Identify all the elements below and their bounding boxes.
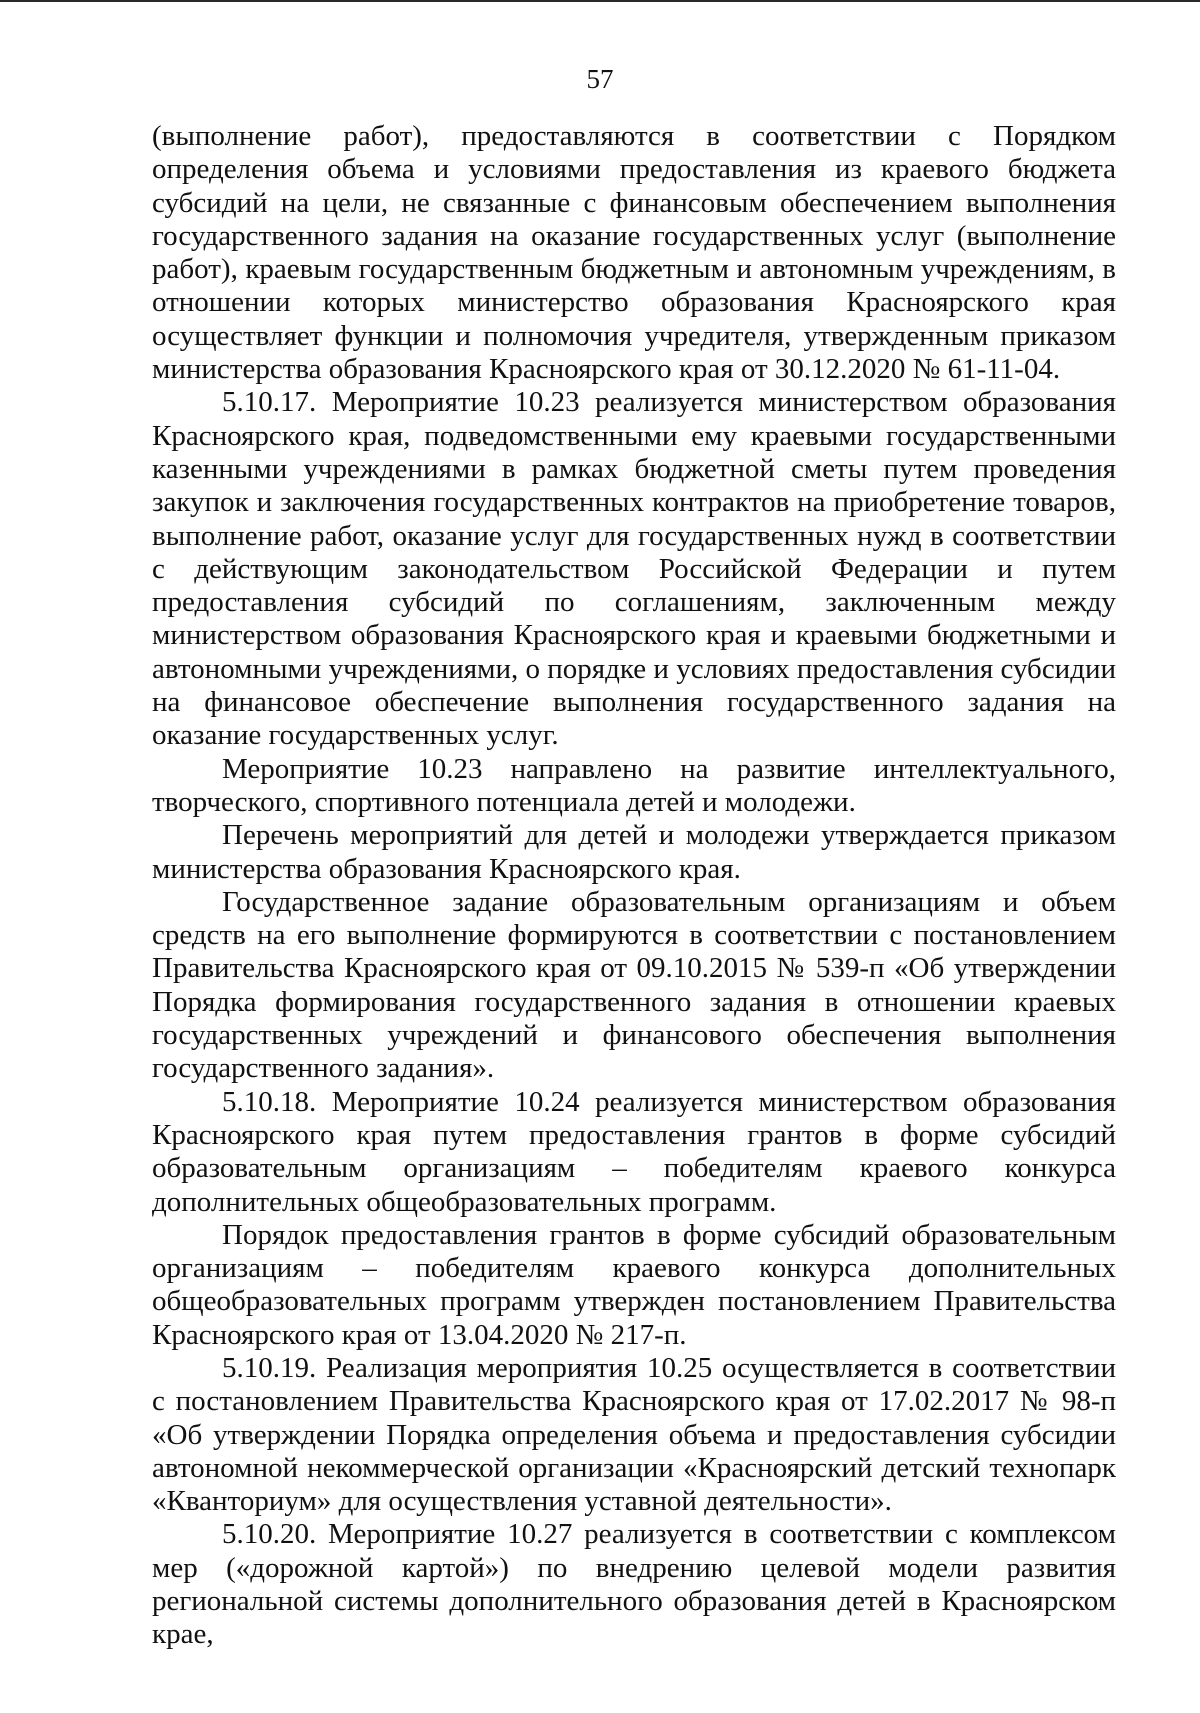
paragraph-5-10-17: 5.10.17. Мероприятие 10.23 реализуется министерством образования Красноярского края, подведомственными ему краевыми государственными казенными учреждениями в рамках бюджетной сметы путем проведения закупок и заключения государственных контрактов на приобретение товаров, выполнение работ, оказание услуг для государственных нужд в соответствии с действующим законодательством Российской Федерации и путем предоставления субсидий по соглашениям, заключенным между министерством образования Красноярского края и краевыми бюджетными и автономными учреждениями, о порядке и условиях предоставления субсидии на финансовое обеспечение выполнения государственного задания на оказание государственных услуг. [152, 386, 1116, 752]
page-number: 57 [586, 64, 614, 94]
document-body [152, 120, 1116, 1652]
top-edge-line [0, 0, 1200, 2]
paragraph-5-10-19: 5.10.19. Реализация мероприятия 10.25 осуществляется в соответствии с постановлением Правительства Красноярского края от 17.02.2017 № 98-п «Об утверждении Порядка определения объема и предоставления субсидии автономной некоммерческой организации «Красноярский детский технопарк «Кванториум» для осуществления уставной деятельности». [152, 1351, 1116, 1518]
paragraph-continuation: (выполнение работ), предоставляются в соответствии с Порядком определения объема и условиями предоставления из краевого бюджета субсидий на цели, не связанные с финансовым обеспечением выполнения государственного задания на оказание государственных услуг (выполнение работ), краевым государственным бюджетным и автономным учреждениям, в отношении которых министерство образования Красноярского края осуществляет функции и полномочия учредителя, утвержденным приказом министерства образования Красноярского края от 30.12.2020 № 61-11-04. [152, 120, 1116, 386]
paragraph-event-10-23-purpose: Мероприятие 10.23 направлено на развитие интеллектуального, творческого, спортивного потенциала детей и молодежи. [152, 752, 1116, 818]
paragraph-5-10-18: 5.10.18. Мероприятие 10.24 реализуется министерством образования Красноярского края путем предоставления грантов в форме субсидий образовательным организациям – победителям краевого конкурса дополнительных общеобразовательных программ. [152, 1085, 1116, 1218]
paragraph-grants-procedure: Порядок предоставления грантов в форме субсидий образовательным организациям – победителям краевого конкурса дополнительных общеобразовательных программ утвержден постановлением Правительства Красноярского края от 13.04.2020 № 217-п. [152, 1218, 1116, 1351]
paragraph-state-assignment: Государственное задание образовательным организациям и объем средств на его выполнение формируются в соответствии с постановлением Правительства Красноярского края от 09.10.2015 № 539-п «Об утверждении Порядка формирования государственного задания в отношении краевых государственных учреждений и финансового обеспечения выполнения государственного задания». [152, 885, 1116, 1085]
paragraph-5-10-20: 5.10.20. Мероприятие 10.27 реализуется в соответствии с комплексом мер («дорожной картой») по внедрению целевой модели развития региональной системы дополнительного образования детей в Красноярском крае, [152, 1518, 1116, 1651]
paragraph-events-list: Перечень мероприятий для детей и молодежи утверждается приказом министерства образования Красноярского края. [152, 819, 1116, 885]
